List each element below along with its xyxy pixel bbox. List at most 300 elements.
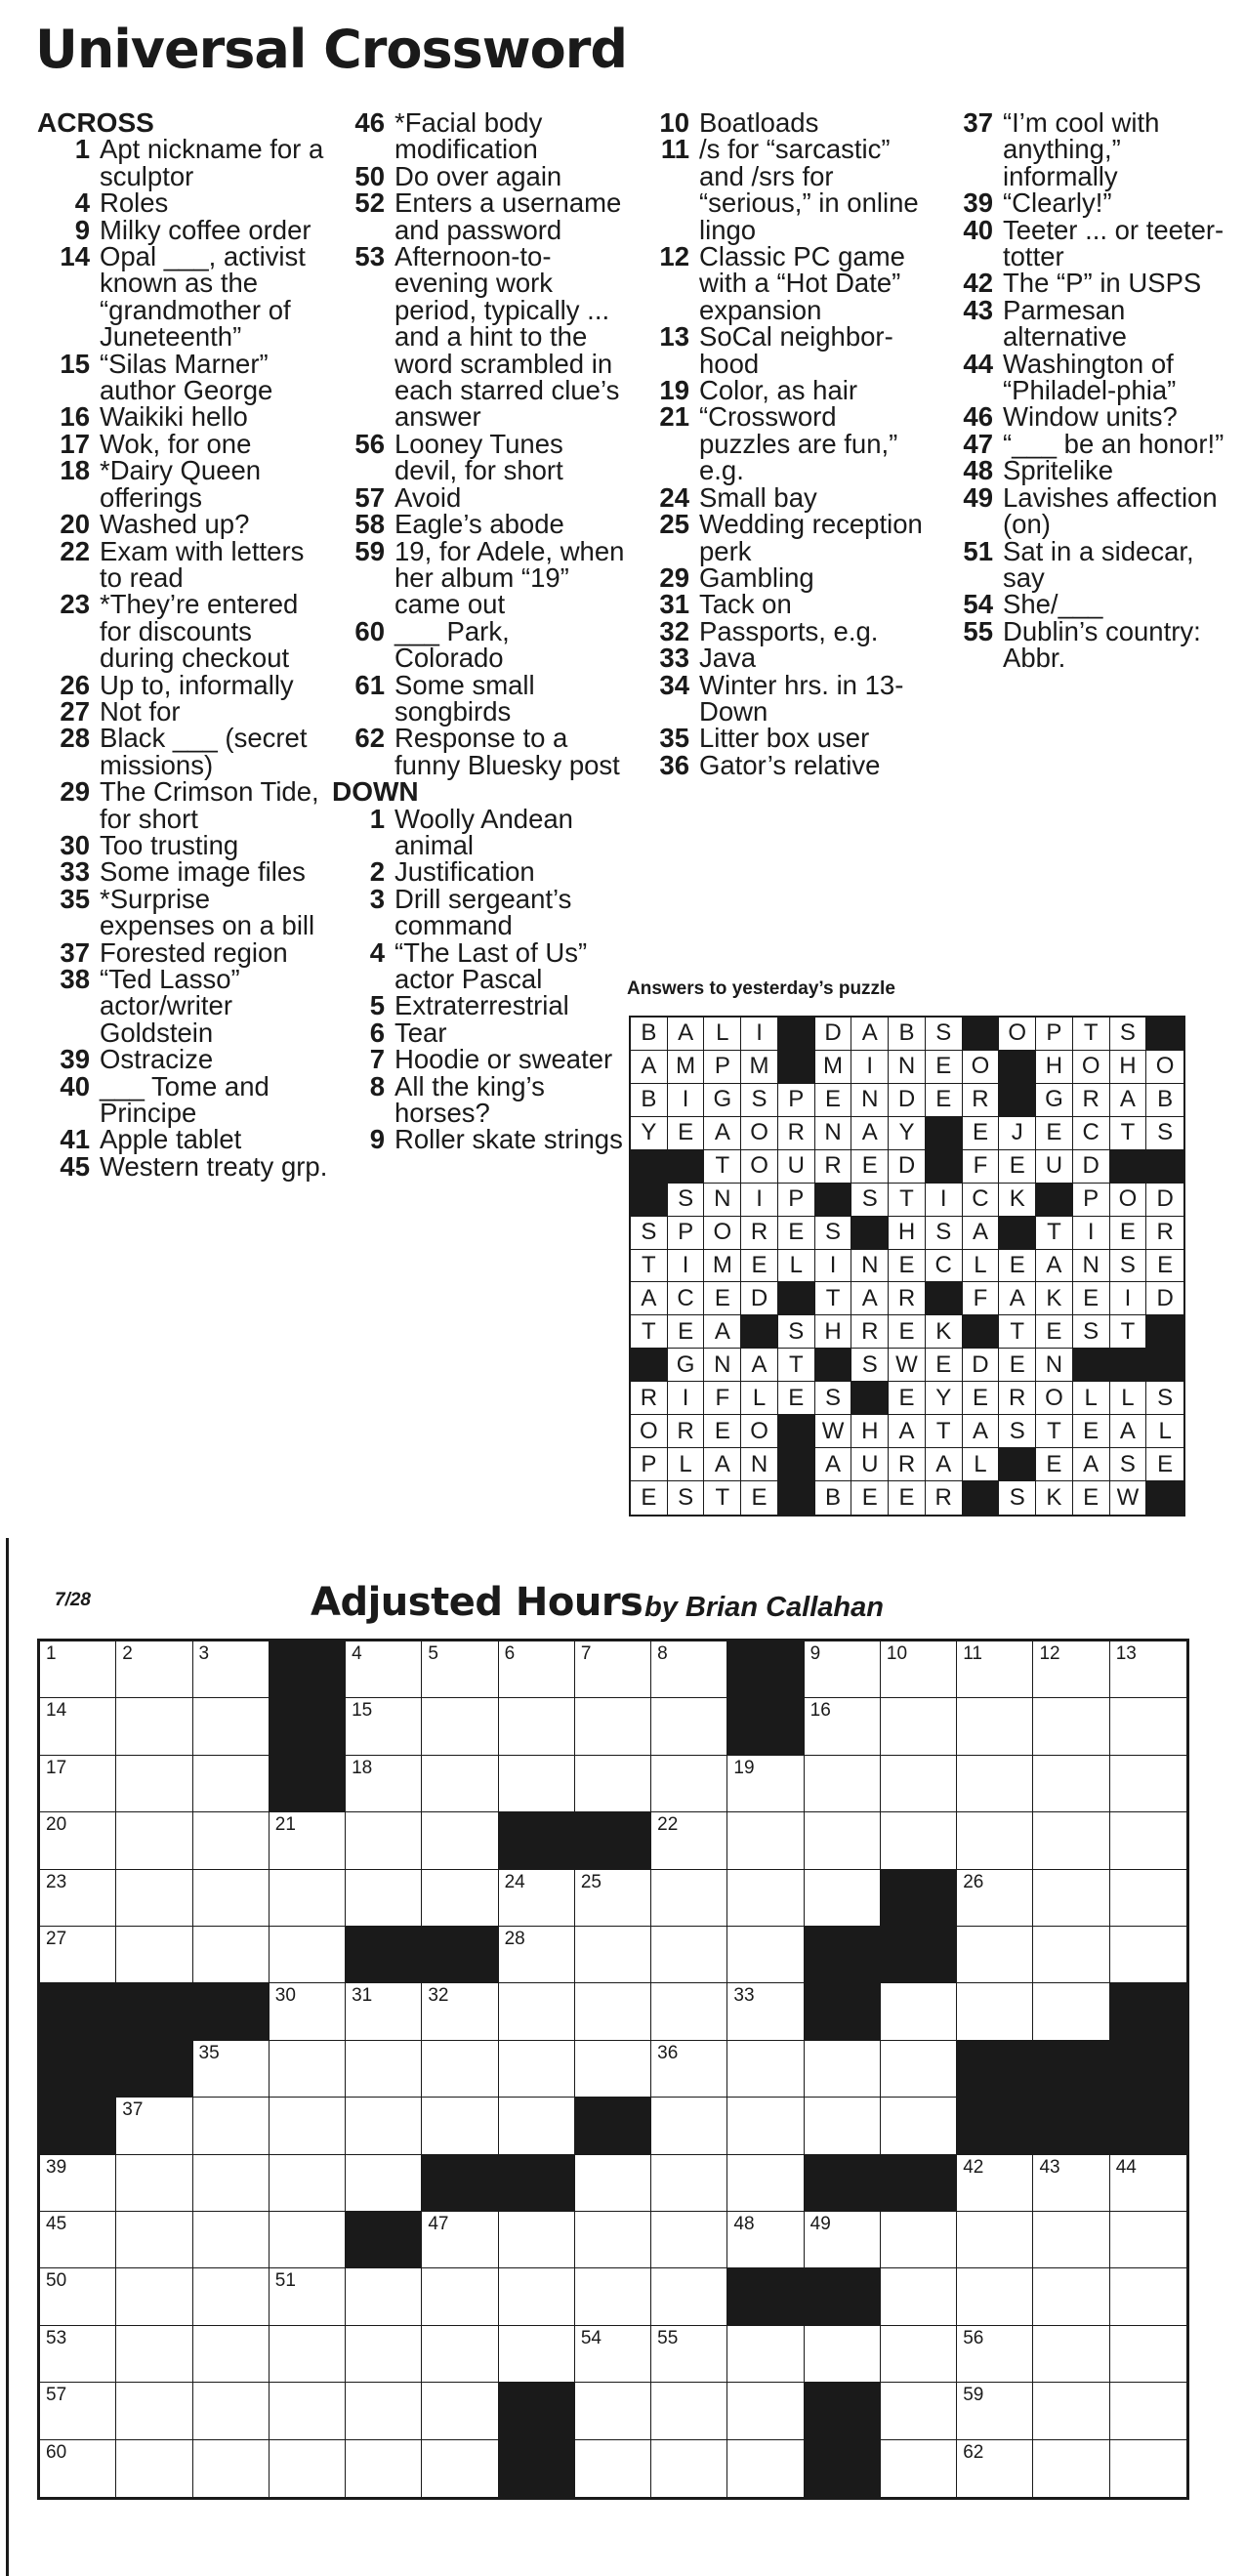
clue-across-17[interactable] [37,428,330,459]
clue-across-62[interactable] [332,725,625,778]
clue-across-40[interactable] [37,1070,330,1129]
grid-cell[interactable] [193,2041,270,2098]
grid-cell[interactable] [881,1698,957,1755]
grid-cell[interactable] [116,2326,192,2383]
grid-cell[interactable] [499,2268,575,2325]
grid-cell[interactable] [193,2268,270,2325]
grid-cell[interactable] [346,2383,422,2439]
clue-down-21[interactable] [637,401,930,486]
grid-cell[interactable] [40,2326,116,2383]
clue-text: Looney Tunes devil, for short [394,428,563,486]
clue-down-1[interactable] [332,803,625,860]
grid-cell[interactable] [575,2326,651,2383]
clue-down-36[interactable] [637,749,930,780]
clue-down-34[interactable] [637,669,930,727]
clue-down-44[interactable] [940,348,1233,406]
grid-cell[interactable] [727,1983,804,2040]
grid-cell[interactable] [1033,2155,1109,2212]
answer-cell: I [668,1250,705,1283]
grid-cell-number: 14 [46,1700,67,1722]
grid-cell[interactable] [116,2155,192,2212]
clue-down-8[interactable] [332,1070,625,1129]
grid-cell[interactable] [116,2212,192,2268]
grid-cell[interactable] [422,2098,498,2154]
clue-down-7[interactable] [332,1044,625,1075]
grid-cell[interactable] [1033,1698,1109,1755]
grid-block-cell [270,1756,346,1812]
grid-cell[interactable] [957,2440,1033,2497]
grid-cell[interactable] [805,2041,881,2098]
grid-cell[interactable] [346,2326,422,2383]
grid-cell[interactable] [116,2268,192,2325]
clue-down-33[interactable] [637,643,930,674]
grid-cell[interactable] [116,1870,192,1927]
clue-text: Drill sergeant’s command [394,883,572,941]
grid-cell[interactable] [499,2212,575,2268]
answer-cell: R [851,1315,889,1349]
grid-cell[interactable] [422,1983,498,2040]
grid-cell[interactable] [346,2440,422,2497]
answer-cell: A [704,1448,741,1481]
grid-cell[interactable] [575,1756,651,1812]
grid-cell[interactable] [116,1641,192,1698]
grid-cell[interactable] [805,2212,881,2268]
clue-across-23[interactable] [37,589,330,674]
clue-across-37[interactable] [37,936,330,968]
grid-cell[interactable] [1033,2268,1109,2325]
grid-cell[interactable] [651,1870,727,1927]
answer-cell: L [668,1448,705,1481]
grid-cell[interactable] [727,2155,804,2212]
grid-cell[interactable] [40,1756,116,1812]
clue-down-32[interactable] [637,615,930,646]
grid-cell[interactable] [116,1812,192,1869]
grid-cell[interactable] [727,2383,804,2439]
grid-cell[interactable] [727,2212,804,2268]
grid-cell[interactable] [499,1641,575,1698]
grid-cell[interactable] [727,1756,804,1812]
grid-cell[interactable] [957,2326,1033,2383]
clue-across-61[interactable] [332,669,625,727]
clue-down-4[interactable] [332,936,625,994]
grid-cell[interactable] [575,2155,651,2212]
clue-text: “The Last of Us” actor Pascal [394,936,588,994]
grid-cell[interactable] [957,1870,1033,1927]
grid-cell[interactable] [270,2155,346,2212]
grid-cell[interactable] [957,2383,1033,2439]
grid-cell[interactable] [727,2041,804,2098]
clue-down-13[interactable] [637,323,930,377]
grid-cell[interactable] [1110,2326,1186,2383]
grid-cell[interactable] [1110,1870,1186,1927]
clue-across-39[interactable] [37,1044,330,1075]
grid-cell[interactable] [575,1927,651,1983]
grid-cell[interactable] [1110,2268,1186,2325]
grid-cell[interactable] [575,1870,651,1927]
grid-cell[interactable] [346,2098,422,2154]
grid-cell[interactable] [499,2098,575,2154]
grid-cell[interactable] [805,1812,881,1869]
grid-cell[interactable] [346,1698,422,1755]
grid-cell[interactable] [270,2326,346,2383]
clue-across-53[interactable] [332,243,625,431]
grid-cell[interactable] [40,2268,116,2325]
grid-block-cell [881,2155,957,2212]
grid-cell[interactable] [881,2440,957,2497]
grid-cell-number: 9 [809,1643,821,1664]
clue-down-43[interactable] [940,294,1233,353]
grid-cell[interactable] [346,1756,422,1812]
clue-down-12[interactable] [637,243,930,323]
clue-number: 33 [659,643,689,674]
grid-cell[interactable] [422,2268,498,2325]
grid-cell[interactable] [881,2383,957,2439]
clue-across-18[interactable] [37,457,330,511]
clue-across-56[interactable] [332,428,625,486]
clue-down-48[interactable] [940,455,1233,486]
grid-cell[interactable] [651,1698,727,1755]
grid-cell[interactable] [40,2383,116,2439]
grid-cell[interactable] [575,2212,651,2268]
grid-cell[interactable] [346,1641,422,1698]
clue-down-40[interactable] [940,214,1233,272]
grid-cell[interactable] [805,1756,881,1812]
grid-cell[interactable] [957,1927,1033,1983]
grid-cell[interactable] [1033,1983,1109,2040]
answer-cell: T [778,1349,815,1382]
grid-block-cell [422,1927,498,1983]
clue-down-39[interactable] [940,187,1233,219]
grid-cell[interactable] [422,1641,498,1698]
clue-across-41[interactable] [37,1124,330,1155]
answer-cell: G [704,1084,741,1117]
grid-cell[interactable] [1110,2383,1186,2439]
clue-across-29[interactable] [37,778,330,832]
grid-cell[interactable] [957,1812,1033,1869]
clue-down-42[interactable] [940,268,1233,299]
grid-cell[interactable] [651,2212,727,2268]
grid-cell[interactable] [1110,1641,1186,1698]
clue-down-5[interactable] [332,990,625,1021]
grid-cell[interactable] [499,1870,575,1927]
grid-cell[interactable] [1110,1812,1186,1869]
grid-cell[interactable] [1033,1756,1109,1812]
clue-across-22[interactable] [37,535,330,593]
clue-across-1[interactable] [37,136,330,189]
clue-text: Wok, for one [100,428,252,459]
grid-cell[interactable] [575,2268,651,2325]
grid-cell[interactable] [40,1812,116,1869]
grid-cell[interactable] [957,2155,1033,2212]
grid-cell[interactable] [116,1756,192,1812]
grid-cell[interactable] [651,1641,727,1698]
grid-cell[interactable] [1033,1812,1109,1869]
clue-down-47[interactable] [940,428,1233,459]
clue-down-29[interactable] [637,561,930,593]
grid-cell[interactable] [651,1927,727,1983]
answer-block-cell [1146,1018,1183,1051]
grid-cell[interactable] [1033,2440,1109,2497]
grid-cell[interactable] [881,1812,957,1869]
grid-cell[interactable] [575,1698,651,1755]
clue-down-2[interactable] [332,856,625,888]
grid-cell[interactable] [270,2268,346,2325]
clue-across-20[interactable] [37,509,330,540]
answer-cell: A [815,1448,852,1481]
grid-cell[interactable] [422,1756,498,1812]
clue-down-10[interactable] [637,109,930,136]
grid-cell[interactable] [116,1927,192,1983]
grid-cell[interactable] [193,1641,270,1698]
grid-cell[interactable] [1110,2440,1186,2497]
grid-cell[interactable] [116,2383,192,2439]
grid-cell[interactable] [346,1812,422,1869]
grid-cell[interactable] [193,1756,270,1812]
clue-down-3[interactable] [332,883,625,941]
grid-cell[interactable] [270,2212,346,2268]
answer-cell: A [1073,1448,1110,1481]
answer-cell: E [1073,1415,1110,1448]
grid-cell[interactable] [346,1983,422,2040]
clue-across-27[interactable] [37,695,330,727]
clue-text: Do over again [394,160,562,191]
grid-cell[interactable] [499,1983,575,2040]
clue-down-37[interactable] [940,109,1233,189]
answer-cell: R [926,1481,963,1515]
grid-cell[interactable] [40,1870,116,1927]
answer-cell: M [741,1051,778,1084]
grid-cell[interactable] [40,1641,116,1698]
answer-block-cell [963,1481,1000,1515]
grid-cell[interactable] [346,2041,422,2098]
grid-cell[interactable] [881,2098,957,2154]
grid-cell[interactable] [422,2440,498,2497]
grid-cell[interactable] [116,1698,192,1755]
clue-across-50[interactable] [332,160,625,191]
grid-cell[interactable] [193,2098,270,2154]
grid-cell[interactable] [270,1812,346,1869]
clue-across-38[interactable] [37,966,330,1046]
grid-cell[interactable] [422,2326,498,2383]
clue-down-6[interactable] [332,1019,625,1046]
grid-cell[interactable] [881,2268,957,2325]
grid-cell[interactable] [575,2041,651,2098]
answer-cell: A [963,1415,1000,1448]
answer-cell: R [963,1084,1000,1117]
grid-cell[interactable] [575,2383,651,2439]
grid-cell[interactable] [193,2155,270,2212]
clue-down-11[interactable] [637,136,930,243]
answer-cell: M [815,1051,852,1084]
grid-cell[interactable] [270,1983,346,2040]
grid-cell[interactable] [40,1698,116,1755]
clue-across-16[interactable] [37,401,330,433]
grid-cell[interactable] [727,2440,804,2497]
grid-cell[interactable] [499,1927,575,1983]
grid-cell[interactable] [270,1870,346,1927]
clue-across-58[interactable] [332,509,625,540]
clue-across-26[interactable] [37,669,330,700]
clue-down-49[interactable] [940,481,1233,540]
grid-cell[interactable] [422,1870,498,1927]
grid-cell[interactable] [270,1927,346,1983]
grid-cell[interactable] [651,2326,727,2383]
clue-number: 52 [354,187,385,219]
answer-block-cell [741,1315,778,1349]
grid-cell-number: 5 [428,1643,438,1664]
grid-cell[interactable] [499,2041,575,2098]
grid-cell[interactable] [422,2041,498,2098]
answer-block-cell [926,1150,963,1184]
grid-cell[interactable] [957,1756,1033,1812]
clue-across-52[interactable] [332,189,625,243]
grid-cell[interactable] [727,1812,804,1869]
grid-cell[interactable] [881,1641,957,1698]
clue-across-4[interactable] [37,187,330,219]
answer-cell: D [889,1150,926,1184]
grid-cell[interactable] [957,1641,1033,1698]
clue-down-55[interactable] [940,615,1233,674]
grid-cell[interactable] [727,2098,804,2154]
grid-cell[interactable] [805,2326,881,2383]
grid-cell[interactable] [40,1927,116,1983]
answer-cell: F [963,1150,1000,1184]
grid-cell[interactable] [193,2383,270,2439]
grid-cell[interactable] [346,1870,422,1927]
grid-cell[interactable] [651,2440,727,2497]
grid-cell[interactable] [651,1812,727,1869]
clue-across-28[interactable] [37,725,330,778]
clue-across-33[interactable] [37,856,330,888]
grid-cell[interactable] [805,1698,881,1755]
grid-cell[interactable] [422,2212,498,2268]
answer-block-cell [1110,1150,1147,1184]
clue-down-9[interactable] [332,1124,625,1155]
grid-cell[interactable] [957,1698,1033,1755]
clue-across-14[interactable] [37,243,330,351]
grid-cell[interactable] [805,1870,881,1927]
clue-across-9[interactable] [37,214,330,245]
grid-cell[interactable] [1110,1698,1186,1755]
clue-across-59[interactable] [332,535,625,620]
grid-cell[interactable] [881,2326,957,2383]
answer-cell: N [851,1250,889,1283]
grid-cell[interactable] [499,2326,575,2383]
clue-text: SoCal neighbor-hood [699,321,893,379]
grid-cell[interactable] [422,1698,498,1755]
clue-text: Justification [394,856,535,888]
clue-number: 35 [659,723,689,754]
grid-cell[interactable] [193,2440,270,2497]
clue-down-35[interactable] [637,723,930,754]
grid-cell[interactable] [193,1812,270,1869]
clue-across-45[interactable] [37,1150,330,1182]
grid-cell[interactable] [193,1870,270,1927]
grid-cell[interactable] [346,2268,422,2325]
grid-cell[interactable] [499,1698,575,1755]
grid-cell[interactable] [270,2041,346,2098]
grid-cell[interactable] [651,1756,727,1812]
answer-cell: U [778,1150,815,1184]
grid-cell[interactable] [499,1756,575,1812]
grid-cell[interactable] [1110,2212,1186,2268]
grid-cell[interactable] [1033,2212,1109,2268]
grid-cell[interactable] [651,2041,727,2098]
grid-cell[interactable] [270,2440,346,2497]
grid-cell[interactable] [957,2268,1033,2325]
clue-across-46[interactable] [332,109,625,163]
grid-cell[interactable] [270,2383,346,2439]
grid-cell[interactable] [957,1983,1033,2040]
grid-cell[interactable] [193,1927,270,1983]
grid-cell[interactable] [957,2212,1033,2268]
grid-cell[interactable] [1110,1756,1186,1812]
grid-cell[interactable] [40,2212,116,2268]
clue-down-25[interactable] [637,511,930,564]
grid-cell[interactable] [651,2268,727,2325]
grid-cell[interactable] [193,2212,270,2268]
grid-cell[interactable] [881,1983,957,2040]
answer-cell: S [851,1184,889,1217]
grid-cell[interactable] [1110,1927,1186,1983]
grid-cell[interactable] [1033,1927,1109,1983]
clue-down-31[interactable] [637,589,930,620]
grid-cell[interactable] [805,1641,881,1698]
grid-cell[interactable] [575,1983,651,2040]
grid-cell[interactable] [346,2155,422,2212]
clue-down-51[interactable] [940,535,1233,593]
grid-cell[interactable] [881,1756,957,1812]
grid-cell[interactable] [40,2155,116,2212]
grid-cell[interactable] [270,2098,346,2154]
grid-cell[interactable] [881,2212,957,2268]
grid-cell[interactable] [575,2440,651,2497]
grid-cell[interactable] [116,2440,192,2497]
answer-block-cell [851,1382,889,1415]
grid-cell[interactable] [422,2383,498,2439]
clue-across-30[interactable] [37,829,330,860]
grid-cell[interactable] [651,2098,727,2154]
clue-down-46[interactable] [940,401,1233,433]
grid-cell[interactable] [1033,1870,1109,1927]
clue-down-24[interactable] [637,481,930,513]
grid-cell[interactable] [422,1812,498,1869]
grid-cell[interactable] [651,2383,727,2439]
grid-cell[interactable] [805,2098,881,2154]
clue-down-19[interactable] [637,375,930,406]
grid-cell[interactable] [40,2440,116,2497]
grid-cell[interactable] [727,1927,804,1983]
clue-across-15[interactable] [37,348,330,406]
grid-cell[interactable] [1033,2326,1109,2383]
grid-cell[interactable] [727,2326,804,2383]
clue-down-54[interactable] [940,589,1233,620]
clue-across-35[interactable] [37,883,330,941]
grid-cell[interactable] [881,2041,957,2098]
grid-cell[interactable] [651,2155,727,2212]
grid-cell[interactable] [651,1983,727,2040]
grid-cell[interactable] [1110,2155,1186,2212]
grid-cell[interactable] [727,1870,804,1927]
grid-cell[interactable] [116,2098,192,2154]
clue-across-60[interactable] [332,615,625,674]
grid-cell[interactable] [1033,1641,1109,1698]
grid-cell[interactable] [193,1698,270,1755]
grid-cell[interactable] [193,2326,270,2383]
grid-cell[interactable] [1033,2383,1109,2439]
clue-across-57[interactable] [332,481,625,513]
grid-cell[interactable] [575,1641,651,1698]
